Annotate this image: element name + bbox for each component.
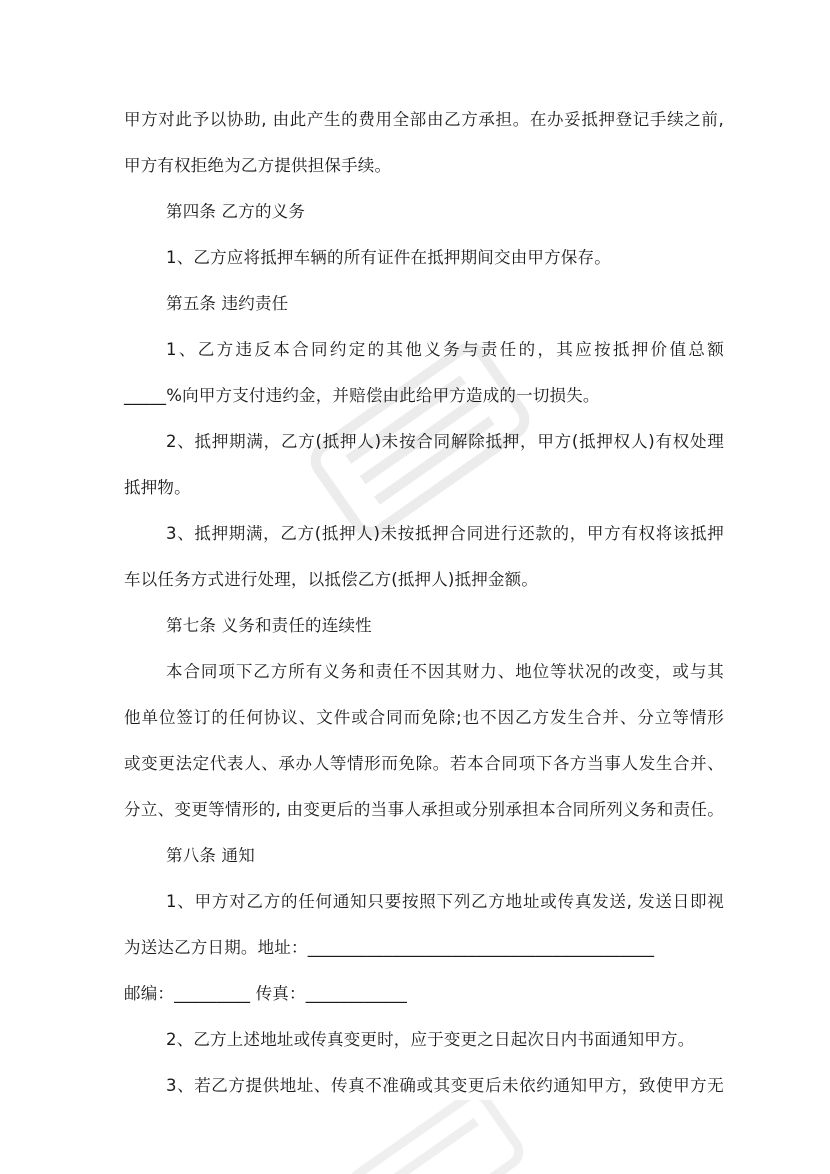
postcode-fax-line: 邮编：_________ 传真：____________ xyxy=(124,984,408,1003)
paragraph-line: 甲方有权拒绝为乙方提供担保手续。 xyxy=(124,156,392,175)
section-heading: 第四条 乙方的义务 xyxy=(166,202,306,221)
section-heading: 第五条 违约责任 xyxy=(166,294,289,313)
paragraph-line: 2、抵押期满，乙方(抵押人)未按合同解除抵押，甲方(抵押权人)有权处理 xyxy=(166,432,724,451)
paragraph-line: 分立、变更等情形的, 由变更后的当事人承担或分别承担本合同所列义务和责任。 xyxy=(124,800,724,819)
paragraph-line: 2、乙方上述地址或传真变更时，应于变更之日起次日内书面通知甲方。 xyxy=(166,1030,695,1049)
paragraph-line: 1、甲方对乙方的任何通知只要按照下列乙方地址或传真发送, 发送日即视 xyxy=(166,892,724,911)
paragraph-line: _____%向甲方支付违约金，并赔偿由此给甲方造成的一切损失。 xyxy=(124,386,600,405)
section-heading: 第七条 义务和责任的连续性 xyxy=(166,616,372,635)
watermark-logo-bottom xyxy=(330,1100,530,1174)
paragraph-line: 车以任务方式进行处理，以抵偿乙方(抵押人)抵押金额。 xyxy=(124,570,539,589)
paragraph-line: 1、乙方应将抵押车辆的所有证件在抵押期间交由甲方保存。 xyxy=(166,248,611,267)
paragraph-line: 抵押物。 xyxy=(124,478,191,497)
paragraph-line: 3、若乙方提供地址、传真不准确或其变更后未依约通知甲方，致使甲方无 xyxy=(166,1076,724,1095)
paragraph-line: 本合同项下乙方所有义务和责任不因其财力、地位等状况的改变，或与其 xyxy=(166,662,724,681)
paragraph-line: 他单位签订的任何协议、文件或合同而免除;也不因乙方发生合并、分立等情形 xyxy=(124,708,724,727)
paragraph-line: 3、抵押期满，乙方(抵押人)未按抵押合同进行还款的，甲方有权将该抵押 xyxy=(166,524,724,543)
paragraph-line: 或变更法定代表人、承办人等情形而免除。若本合同项下各方当事人发生合并、 xyxy=(124,754,724,773)
paragraph-line: 1、乙方违反本合同约定的其他义务与责任的，其应按抵押价值总额 xyxy=(166,340,724,359)
paragraph-line: 甲方对此予以协助, 由此产生的费用全部由乙方承担。在办妥抵押登记手续之前, xyxy=(124,110,724,129)
address-line: 为送达乙方日期。地址：_________________________________________ xyxy=(124,938,655,957)
section-heading: 第八条 通知 xyxy=(166,846,255,865)
